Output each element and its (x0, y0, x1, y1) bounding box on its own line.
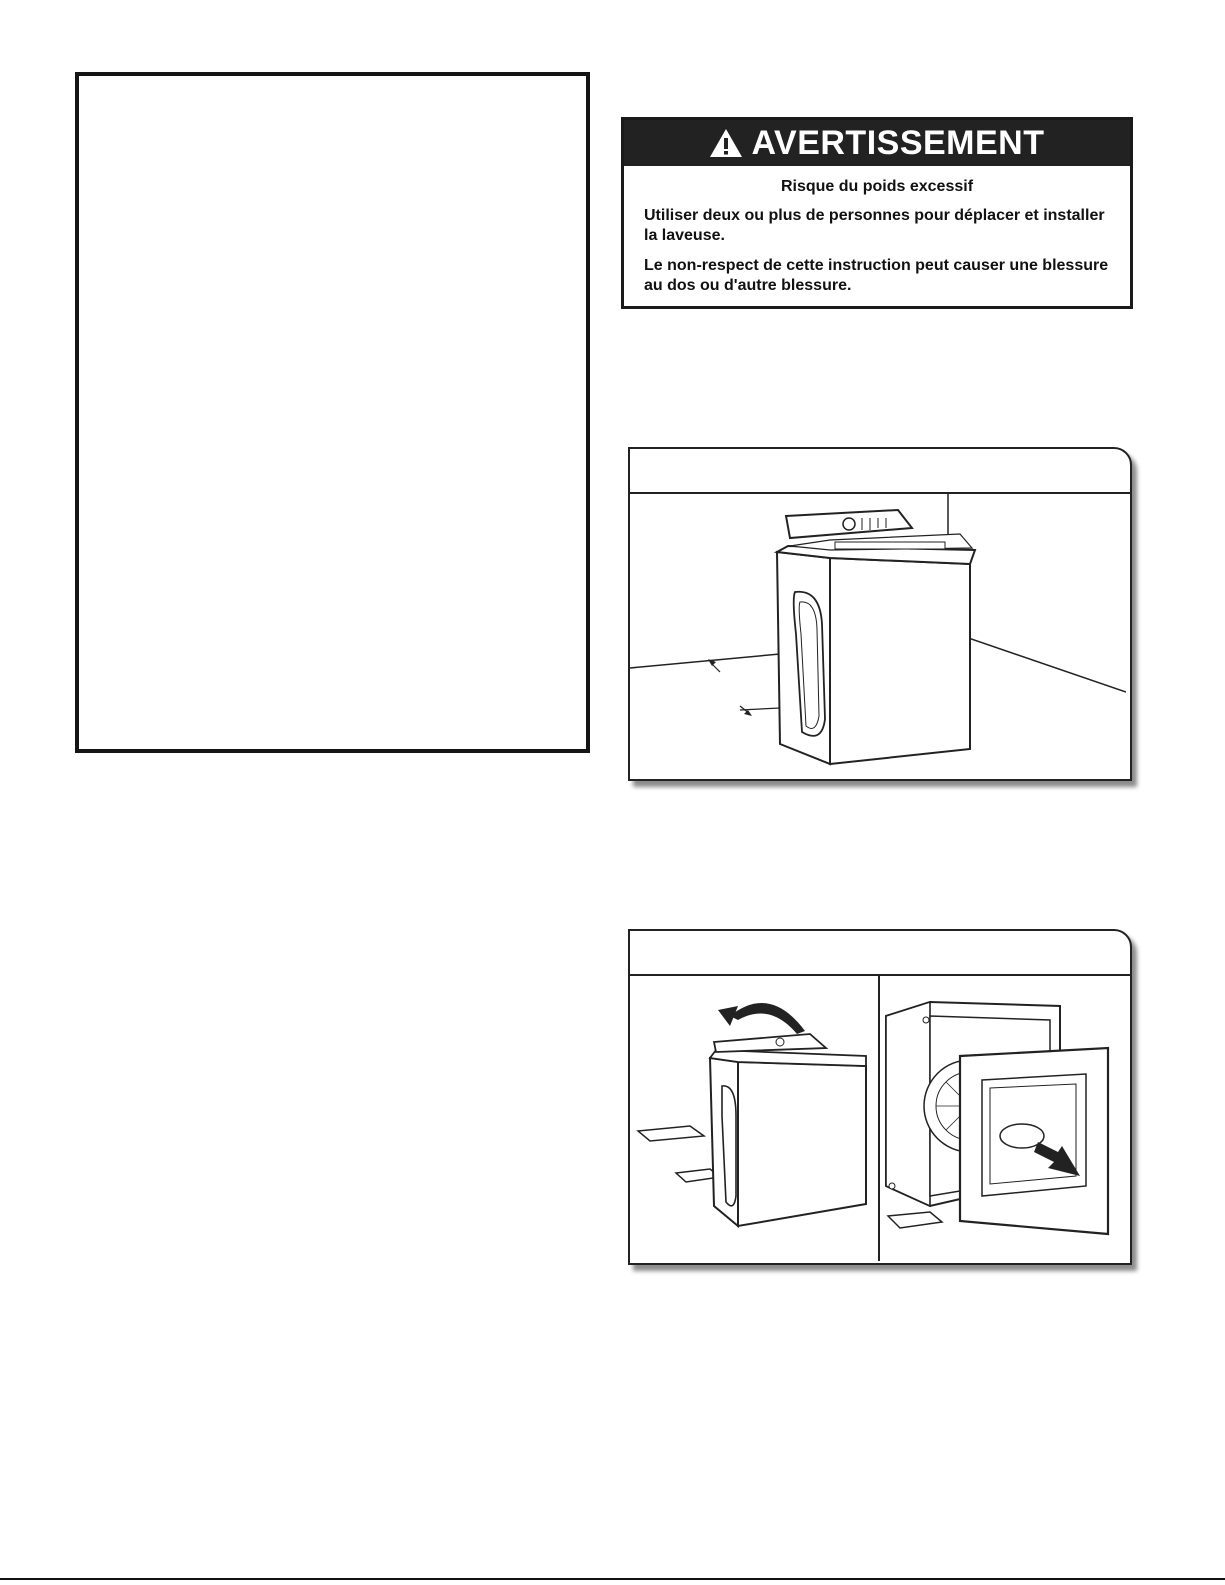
figure-header (630, 931, 1130, 976)
figure-washer-unpacking (628, 929, 1132, 1265)
figure-header (630, 449, 1130, 494)
warning-line-2: Le non-respect de cette instruction peut causer une blessure au dos ou d'autre blessure. (644, 257, 1109, 294)
figure-washer-placement (628, 447, 1132, 781)
washer-placement-illustration (630, 494, 1126, 777)
rotate-arrow-icon (730, 1003, 805, 1034)
warning-triangle-icon (709, 128, 743, 158)
warning-header (624, 120, 1130, 166)
page-bottom-rule (0, 1578, 1225, 1580)
washer-unpacking-illustration (630, 976, 1126, 1261)
warning-line-1: Utiliser deux ou plus de personnes pour déplacer et installer la laveuse. (644, 207, 1105, 244)
warning-header-text: AVERTISSEMENT (751, 123, 1045, 162)
warning-box (621, 117, 1133, 309)
left-content-box (75, 72, 590, 753)
warning-title: Risque du poids excessif (780, 178, 974, 195)
